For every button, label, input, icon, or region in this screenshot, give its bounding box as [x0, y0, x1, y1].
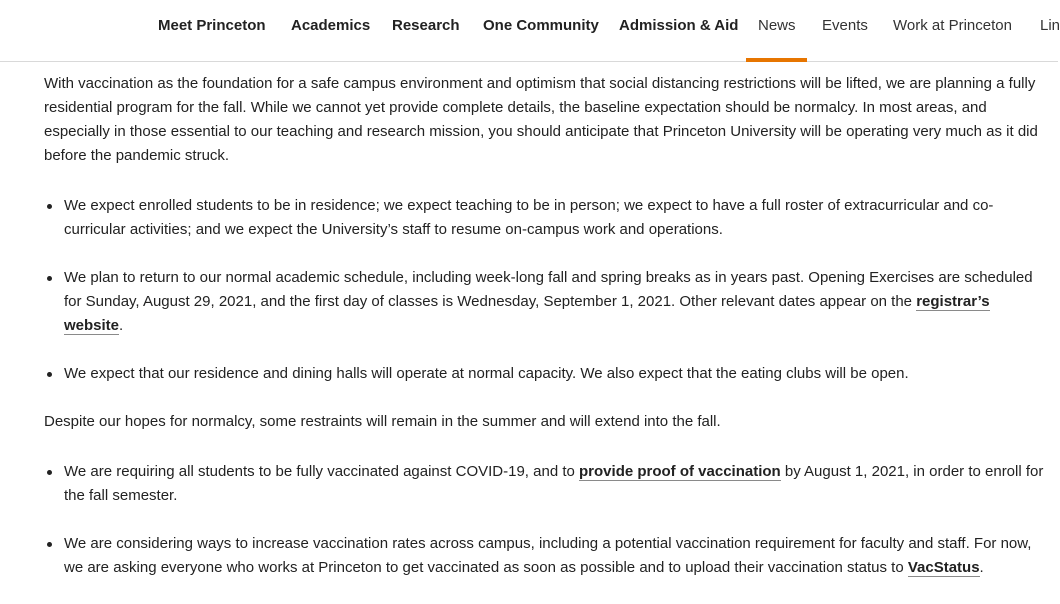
top-navigation: [0, 0, 1058, 62]
list-item-text: We plan to return to our normal academic schedule, including week-long fall and spring breaks as in years past. Opening Exercises are scheduled for Sunday, August 29, 2021, and the first day of classes is Wednesday, September 1, 2021. Other relevant dates appear on the: [64, 269, 1033, 310]
list-item-text: We are requiring all students to be fully vaccinated against COVID-19, and to: [64, 463, 580, 480]
article-body: [44, 72, 1044, 604]
nav-item-one-community[interactable]: One Community: [483, 17, 599, 34]
list-item: [64, 532, 1044, 580]
nav-item-news[interactable]: News: [758, 17, 796, 34]
list-item-text-end: .: [119, 317, 124, 334]
expectations-list: [44, 194, 1044, 386]
list-item-text-end: by August 1, 2021, in order to enroll for the fall semester.: [64, 463, 1044, 504]
list-item-text: We expect enrolled students to be in residence; we expect teaching to be in person; we expect to have a full roster of extracurricular and co-curricular activities; and we expect the University’s staff to resume on-campus work and operations.: [64, 197, 994, 238]
nav-item-events[interactable]: Events: [822, 17, 868, 34]
bullet-icon: [47, 542, 52, 547]
vacstatus-link[interactable]: VacStatus: [907, 559, 980, 576]
intro-paragraph: With vaccination as the foundation for a safe campus environment and optimism that social distancing restrictions will be lifted, we are planning a fully residential program for the fall. While we cannot yet provide complete details, the baseline expectation should be normalcy. In most areas, and especially in those essential to our teaching and research mission, you should anticipate that Princeton University will be operating very much as it did before the pandemic struck.: [44, 75, 1038, 164]
nav-item-truncated[interactable]: Lin: [1040, 17, 1060, 34]
bullet-icon: [47, 470, 52, 475]
list-item: [64, 460, 1044, 508]
list-item: [64, 194, 1044, 242]
nav-active-indicator: [746, 58, 807, 62]
registrar-website-link[interactable]: registrar’s website: [64, 293, 990, 334]
nav-item-research[interactable]: Research: [392, 17, 460, 34]
list-item-text: We are considering ways to increase vaccination rates across campus, including a potential vaccination requirement for faculty and staff. For now, we are asking everyone who works at Princeton to get vaccinated as soon as possible and to upload their vaccination status to: [64, 535, 1032, 576]
list-item: [64, 362, 1044, 386]
list-item-text: We expect that our residence and dining halls will operate at normal capacity. We also expect that the eating clubs will be open.: [64, 365, 909, 382]
list-item: [64, 266, 1044, 338]
nav-item-work-at-princeton[interactable]: Work at Princeton: [893, 17, 1012, 34]
bullet-icon: [47, 204, 52, 209]
nav-item-meet-princeton[interactable]: Meet Princeton: [158, 17, 266, 34]
restraints-paragraph: Despite our hopes for normalcy, some restraints will remain in the summer and will extend into the fall.: [44, 413, 721, 430]
nav-item-academics[interactable]: Academics: [291, 17, 371, 34]
nav-item-admission-aid[interactable]: Admission & Aid: [619, 17, 739, 34]
list-item-text-end: .: [979, 559, 984, 576]
bullet-icon: [47, 276, 52, 281]
restraints-list: [44, 460, 1044, 580]
bullet-icon: [47, 372, 52, 377]
proof-of-vaccination-link[interactable]: provide proof of vaccination: [579, 463, 781, 480]
